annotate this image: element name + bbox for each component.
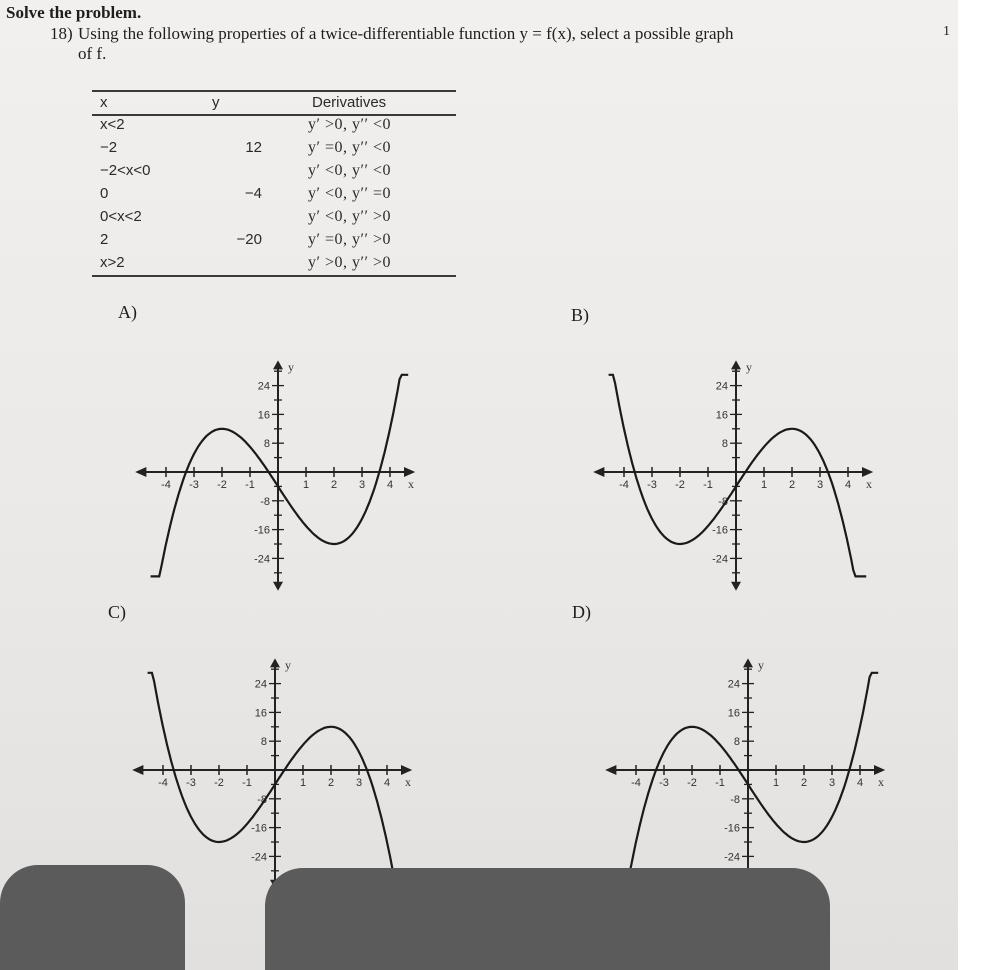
- x-tick-label: -3: [186, 777, 196, 789]
- y-tick-label: 24: [257, 380, 270, 393]
- function-curve: [609, 375, 867, 577]
- instruction-text: Solve the problem.: [6, 3, 142, 22]
- x-tick-label: -1: [245, 479, 255, 491]
- y-tick-label: 24: [727, 678, 740, 691]
- y-tick-label: 24: [715, 380, 728, 393]
- cell-derivatives: y′ =0, y′′ >0: [308, 231, 392, 248]
- y-tick-label: -8: [730, 793, 740, 806]
- option-a-label[interactable]: A): [118, 302, 137, 322]
- y-tick-label: -16: [712, 524, 728, 537]
- header-derivatives: Derivatives: [312, 94, 387, 111]
- x-tick-label: 2: [800, 777, 808, 789]
- header-y: y: [212, 94, 220, 111]
- cell-x: −2<x<0: [100, 162, 151, 179]
- x-axis-arrow: [404, 467, 415, 477]
- y-axis-label: y: [285, 658, 291, 673]
- x-tick-label: -3: [189, 479, 199, 491]
- y-tick-label: -8: [718, 495, 728, 508]
- y-axis-arrow: [273, 582, 283, 591]
- y-axis-label: y: [758, 658, 764, 673]
- x-axis-label: x: [866, 477, 872, 491]
- x-axis-arrow: [135, 467, 146, 477]
- table-row: [90, 139, 456, 161]
- table-row: [90, 208, 456, 230]
- x-axis-label: x: [405, 775, 411, 789]
- x-tick-label: -4: [161, 479, 171, 491]
- y-tick-label: -8: [260, 495, 270, 508]
- x-tick-label: 1: [772, 777, 780, 789]
- cell-derivatives: y′ =0, y′′ <0: [308, 139, 392, 156]
- y-tick-label: 16: [727, 707, 740, 720]
- option-c-label[interactable]: C): [108, 602, 126, 622]
- table-bottom-rule: [92, 275, 456, 277]
- table-row: [90, 116, 456, 138]
- x-tick-label: -1: [715, 777, 725, 789]
- x-tick-label: 3: [828, 777, 836, 789]
- y-tick-label: -16: [724, 822, 740, 835]
- cell-y: −4: [244, 185, 262, 202]
- x-axis-arrow: [874, 765, 885, 775]
- x-axis-label: x: [878, 775, 884, 789]
- x-tick-label: 2: [330, 479, 338, 491]
- shadow-center: [265, 868, 830, 970]
- cell-x: x>2: [100, 254, 125, 271]
- page-margin: [958, 0, 1006, 970]
- shadow-left: [0, 865, 185, 970]
- cell-x: 0: [100, 185, 109, 202]
- x-tick-label: -3: [647, 479, 657, 491]
- y-tick-label: -8: [257, 793, 267, 806]
- question-text-continued: of f.: [78, 44, 107, 63]
- cell-x: −2: [100, 139, 118, 156]
- y-tick-label: -24: [712, 553, 728, 566]
- function-curve: [151, 375, 409, 577]
- cell-derivatives: y′ <0, y′′ <0: [308, 162, 392, 179]
- question-text: Using the following properties of a twice-differentiable function y = f(x), select a possible graph: [78, 24, 734, 43]
- y-tick-label: -24: [251, 851, 267, 864]
- y-tick-label: 8: [260, 736, 267, 749]
- x-tick-label: 4: [386, 479, 394, 491]
- y-tick-label: -24: [254, 553, 270, 566]
- y-tick-label: -24: [724, 851, 740, 864]
- y-axis-arrow: [270, 658, 280, 667]
- table-row: [90, 231, 456, 253]
- cell-derivatives: y′ >0, y′′ <0: [308, 116, 392, 133]
- x-axis-arrow: [401, 765, 412, 775]
- x-tick-label: 3: [355, 777, 363, 789]
- table-top-rule: [92, 90, 456, 92]
- cell-y: 12: [245, 139, 262, 156]
- x-axis-arrow: [605, 765, 616, 775]
- cell-x: x<2: [100, 116, 125, 133]
- y-axis-label: y: [288, 360, 294, 375]
- y-axis-arrow: [731, 360, 741, 369]
- x-axis-arrow: [593, 467, 604, 477]
- y-axis-arrow: [731, 582, 741, 591]
- table-row: [90, 254, 456, 276]
- y-tick-label: 16: [257, 409, 270, 422]
- cell-derivatives: y′ >0, y′′ >0: [308, 254, 392, 271]
- y-tick-label: 24: [254, 678, 267, 691]
- y-axis-arrow: [743, 658, 753, 667]
- y-tick-label: 16: [715, 409, 728, 422]
- cell-x: 0<x<2: [100, 208, 142, 225]
- x-tick-label: -4: [158, 777, 168, 789]
- y-tick-label: -16: [251, 822, 267, 835]
- option-d-label[interactable]: D): [572, 602, 591, 622]
- x-tick-label: -4: [631, 777, 641, 789]
- y-axis-arrow: [273, 360, 283, 369]
- x-axis-label: x: [408, 477, 414, 491]
- x-tick-label: -2: [675, 479, 685, 491]
- x-tick-label: -2: [687, 777, 697, 789]
- x-tick-label: -2: [217, 479, 227, 491]
- option-b-label[interactable]: B): [571, 305, 589, 325]
- y-tick-label: 16: [254, 707, 267, 720]
- x-tick-label: 4: [383, 777, 391, 789]
- graph-option-a[interactable]: [130, 320, 430, 620]
- x-tick-label: -1: [242, 777, 252, 789]
- cell-x: 2: [100, 231, 109, 248]
- x-tick-label: 3: [816, 479, 824, 491]
- x-tick-label: -3: [659, 777, 669, 789]
- x-axis-arrow: [132, 765, 143, 775]
- x-tick-label: 1: [760, 479, 768, 491]
- x-axis-arrow: [862, 467, 873, 477]
- x-tick-label: 2: [327, 777, 335, 789]
- y-tick-label: 8: [263, 438, 270, 451]
- y-tick-label: 8: [733, 736, 740, 749]
- x-tick-label: 4: [856, 777, 864, 789]
- y-tick-label: -16: [254, 524, 270, 537]
- function-curve: [621, 673, 879, 875]
- table-row: [90, 162, 456, 184]
- x-tick-label: -1: [703, 479, 713, 491]
- x-tick-label: 4: [844, 479, 852, 491]
- header-x: x: [100, 94, 108, 111]
- y-tick-label: 8: [721, 438, 728, 451]
- table-row: [90, 185, 456, 207]
- x-tick-label: -4: [619, 479, 629, 491]
- cell-derivatives: y′ <0, y′′ >0: [308, 208, 392, 225]
- function-curve: [148, 673, 406, 875]
- graph-option-b[interactable]: [590, 320, 890, 620]
- cell-derivatives: y′ <0, y′′ =0: [308, 185, 392, 202]
- cell-y: −20: [236, 231, 262, 248]
- x-tick-label: -2: [214, 777, 224, 789]
- x-tick-label: 2: [788, 479, 796, 491]
- x-tick-label: 3: [358, 479, 366, 491]
- question-number: 18): [50, 24, 73, 43]
- properties-table: [90, 88, 456, 278]
- x-tick-label: 1: [299, 777, 307, 789]
- next-question-number: 1: [943, 24, 950, 39]
- y-axis-label: y: [746, 360, 752, 375]
- x-tick-label: 1: [302, 479, 310, 491]
